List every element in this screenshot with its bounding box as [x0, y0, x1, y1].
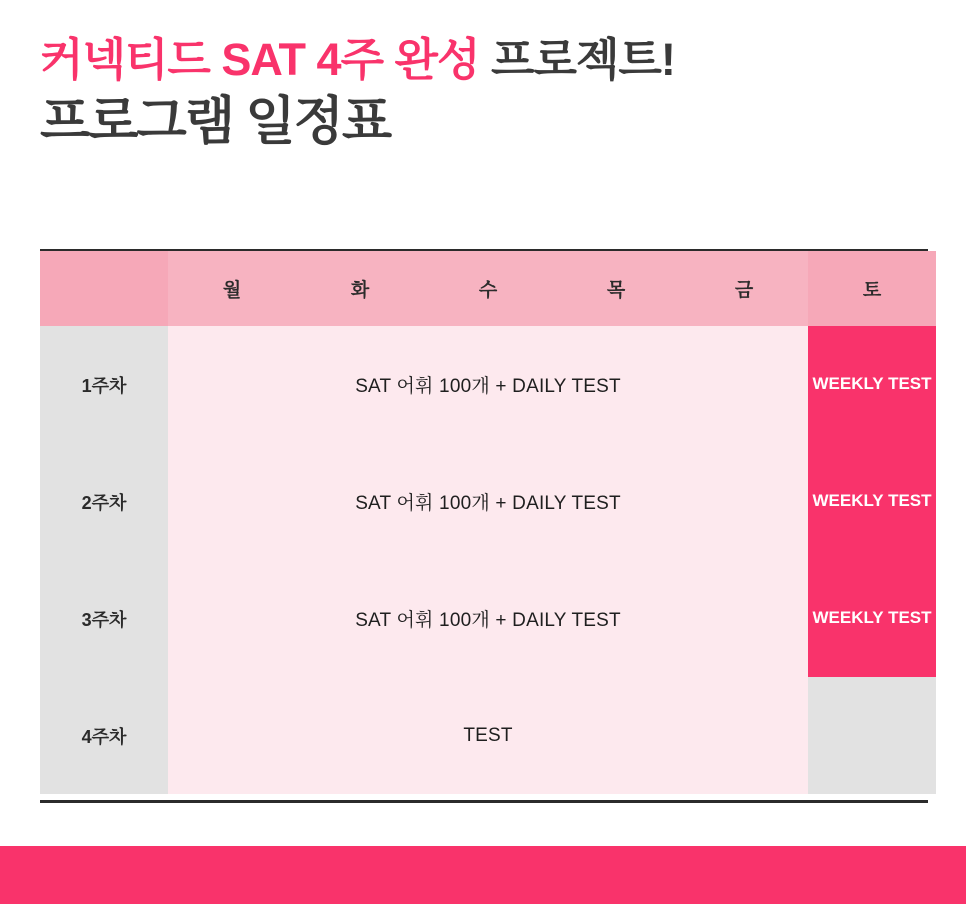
table-row	[40, 560, 936, 677]
table-corner-cell	[40, 251, 168, 326]
row-saturday-week3: WEEKLY TEST	[808, 560, 936, 677]
table-body	[40, 326, 936, 794]
poster-subtitle-accent: 커넥티드 SAT 4주 완성	[40, 34, 480, 85]
row-label-week4: 4주차	[40, 677, 168, 794]
row-label-week3: 3주차	[40, 560, 168, 677]
row-content-week2: SAT 어휘 100개 + DAILY TEST	[168, 443, 808, 560]
poster-subtitle	[40, 32, 966, 88]
row-saturday-week2: WEEKLY TEST	[808, 443, 936, 560]
row-label-week1: 1주차	[40, 326, 168, 443]
table-row	[40, 326, 936, 443]
column-header-sat: 토	[808, 251, 936, 326]
poster-subtitle-rest: 프로젝트!	[479, 34, 675, 85]
column-header-mon: 월	[168, 251, 296, 326]
table-row	[40, 443, 936, 560]
row-saturday-week4	[808, 677, 936, 794]
table-header	[40, 251, 936, 326]
table-bottom-rule	[40, 800, 928, 803]
row-saturday-week1: WEEKLY TEST	[808, 326, 936, 443]
row-content-week1: SAT 어휘 100개 + DAILY TEST	[168, 326, 808, 443]
page-title: 프로그램 일정표	[40, 93, 391, 152]
schedule-table	[40, 251, 936, 794]
column-header-thu: 목	[552, 251, 680, 326]
row-label-week2: 2주차	[40, 443, 168, 560]
row-content-week4: TEST	[168, 677, 808, 794]
column-header-tue: 화	[296, 251, 424, 326]
column-header-wed: 수	[424, 251, 552, 326]
table-row	[40, 677, 936, 794]
table-header-row	[40, 251, 936, 326]
column-header-fri: 금	[680, 251, 808, 326]
bottom-accent-band	[0, 846, 966, 904]
schedule-table-wrapper	[40, 251, 932, 794]
row-content-week3: SAT 어휘 100개 + DAILY TEST	[168, 560, 808, 677]
heading-block	[0, 0, 966, 155]
